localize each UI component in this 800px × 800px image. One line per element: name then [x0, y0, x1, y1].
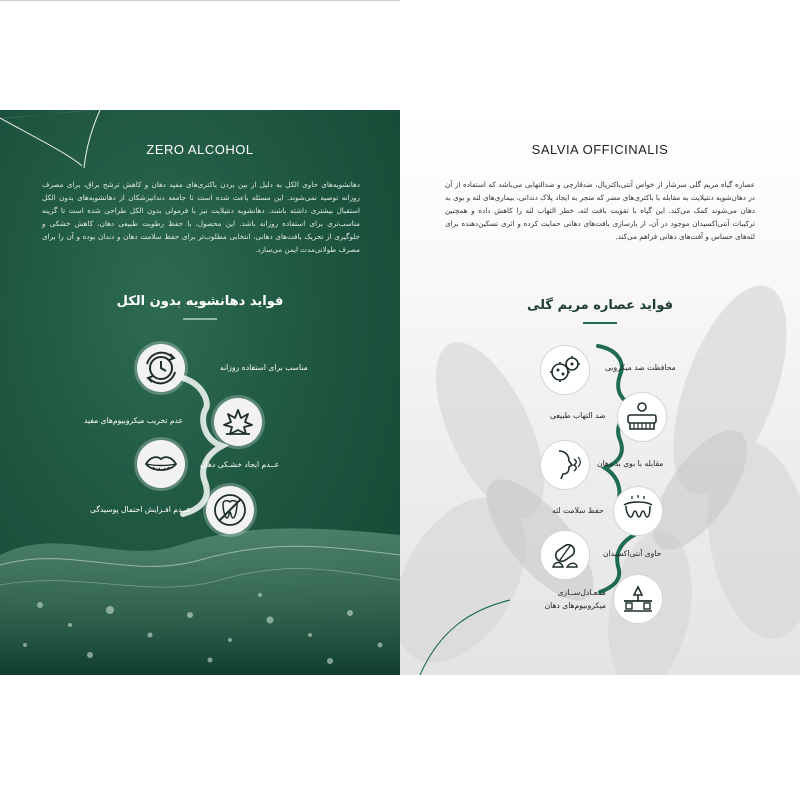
- bad-breath-icon: [541, 441, 589, 489]
- zero-alcohol-panel: [0, 110, 400, 675]
- benefit-icon-bubble: [540, 345, 590, 395]
- benefit-icon-bubble: [540, 440, 590, 490]
- antimicrobial-icon: [541, 346, 589, 394]
- balance-icon: [614, 575, 662, 623]
- benefit-label: محافظت ضد میکروبی: [605, 363, 676, 372]
- benefit-icon-bubble: [540, 530, 590, 580]
- benefit-icon-bubble: [206, 486, 254, 534]
- salvia-panel: [400, 110, 800, 675]
- microbiome-burst-icon: [214, 398, 262, 446]
- benefits-title: فواید عصاره مریم گلی: [526, 298, 674, 313]
- benefit-label: متـعـادل‌ســازی میکروبیوم‌های دهان: [544, 588, 606, 610]
- benefit-label: مقابله با بوی بد دهان: [597, 459, 664, 468]
- benefit-icon-bubble: [137, 344, 185, 392]
- no-tooth-decay-icon: [206, 486, 254, 534]
- gum-health-icon: [614, 487, 662, 535]
- panel-description: دهانشویه‌های حاوی الکل به دلیل از بین بردن باکتری‌های مفید دهان و کاهش ترشح بزاق، برای مصرف روزانه توصیه نمی‌شوند. این مسئله باعث شده است تا جامعه دندانپزشکان از دهانشویه‌های بدون الکل استقبال بیشتری داشته باشند. دهانشویه دنتیلایت نیز با فرمولی بدون الکل طراحی شده است تا گزینه مناسب‌تری برای استفاده روزانه باشد. این محصول، با حفظ رطوبت طبیعی دهان، کاهش خشکی و جلوگیری از تحریک بافت‌های دهانی، انتخابی مطلوب‌تر برای حفظ سلامت دهان و دندان بوده و آن را برای مصرف طولانی‌مدت ایمن می‌سازد.: [42, 180, 360, 254]
- benefit-icon-bubble: [613, 486, 663, 536]
- daily-use-icon: [137, 344, 185, 392]
- top-divider-line: [0, 0, 400, 1]
- benefit-label: حاوی آنتی‌اکسیدان: [603, 549, 662, 558]
- benefit-label: عدم تخریب میکروبیوم‌های مفید: [84, 416, 184, 425]
- panel-title: SALVIA OFFICINALIS: [531, 142, 669, 157]
- benefit-label: ضد التهاب طبیعی: [550, 411, 606, 420]
- benefit-label: حفظ سلامت لثه: [552, 506, 604, 515]
- benefit-icon-bubble: [613, 574, 663, 624]
- antioxidant-icon: [541, 531, 589, 579]
- benefits-title: فواید دهانشویه بدون الکل: [116, 294, 284, 309]
- gum-inflammation-icon: [618, 393, 666, 441]
- panel-description: عصاره گیاه مریم گلی سرشار از خواص آنتی‌باکتریال، ضدقارچی و ضدالتهابی می‌باشد که استفاده از آن در دهان‌شویه دنتیلایت به مقابله با باکتری‌های مضر که منجر به ایجاد پلاک دندانی، بیماری‌های لثه و بوی بد دهان می‌شوند کمک می‌کند. این گیاه با تقویت بافت لثه، خطر التهاب لثه را کاهش داده و همچنین ترکیبات آنتی‌اکسیدان موجود در آن، از بازسازی بافت‌های دهانی حمایت کرده و اثری تسکین‌دهنده برای لثه‌های حساس و آفت‌های دهانی فراهم می‌کند.: [445, 180, 755, 241]
- benefit-icon-bubble: [214, 398, 262, 446]
- lips-icon: [137, 440, 185, 488]
- panel-title: ZERO ALCOHOL: [146, 142, 254, 157]
- benefit-label: عــدم افـزایش احتمال پوسیدگی: [90, 505, 191, 514]
- benefit-icon-bubble: [137, 440, 185, 488]
- benefit-label: مناسب برای استفاده روزانه: [220, 363, 308, 372]
- benefit-icon-bubble: [617, 392, 667, 442]
- benefit-label: عــدم ایجاد خشـکی دهان: [200, 460, 280, 469]
- benefits-connector: [0, 110, 400, 675]
